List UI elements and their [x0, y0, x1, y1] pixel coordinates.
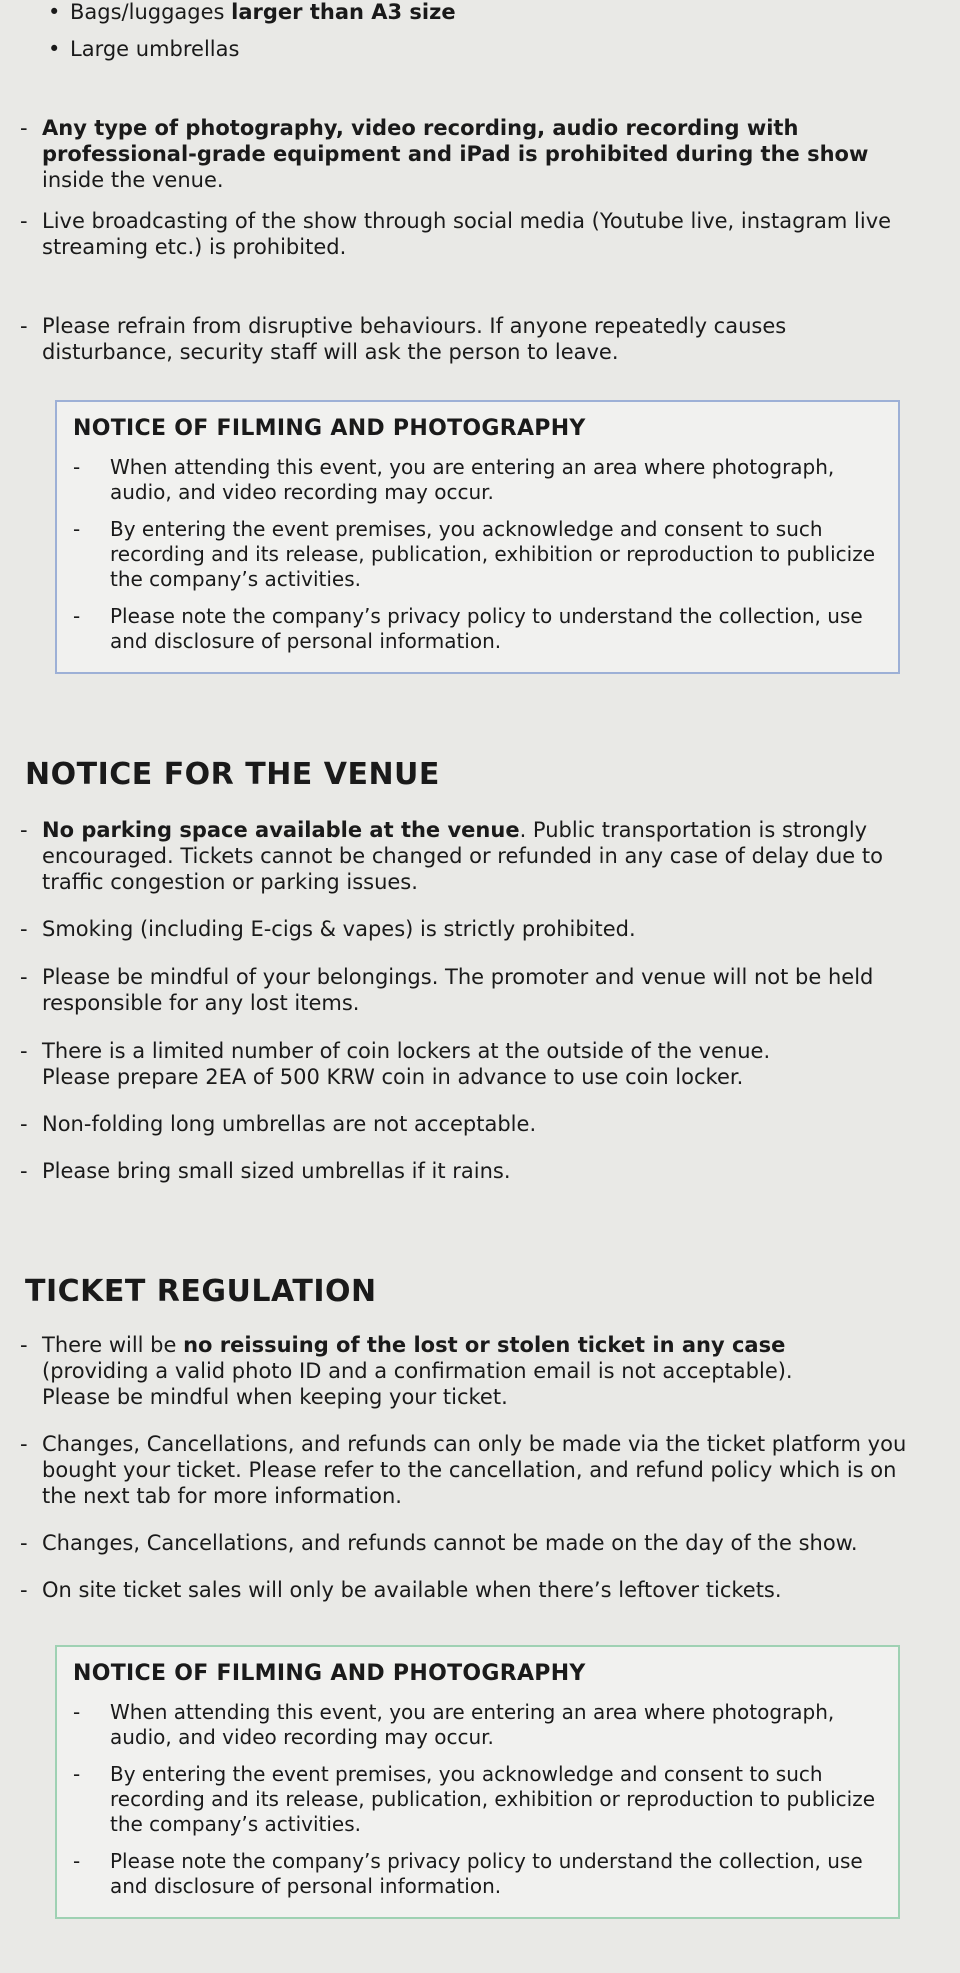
notice-title: NOTICE OF FILMING AND PHOTOGRAPHY [73, 416, 586, 441]
notice-item: - By entering the event premises, you acknowledge and consent to such recording and its release, publication, exhibition or reproduction to publicize the company’s activities. [73, 517, 875, 591]
rule-disruptive-behaviour: - Please refrain from disruptive behaviours. If anyone repeatedly causes disturbance, security staff will ask the person to leave. [20, 314, 787, 364]
rule-broadcasting: - Live broadcasting of the show through social media (Youtube live, instagram live streaming etc.) is prohibited. [20, 209, 892, 259]
ticket-item-day-of-show: - Changes, Cancellations, and refunds cannot be made on the day of the show. [20, 1531, 858, 1555]
venue-item-umbrellas: - Non-folding long umbrellas are not acceptable. [20, 1112, 537, 1136]
venue-item-smoking: - Smoking (including E-cigs & vapes) is strictly prohibited. [20, 917, 636, 941]
notice-item: - Please note the company’s privacy policy to understand the collection, use and disclosure of personal information. [73, 1849, 863, 1898]
list-item: • Bags/luggages larger than A3 size [48, 0, 456, 24]
list-item: • Large umbrellas [48, 37, 240, 61]
ticket-item-reissue: - There will be no reissuing of the lost or stolen ticket in any case (providing a valid photo ID and a confirmation email is not acceptable). Please be mindful when keeping your ticket. [20, 1333, 793, 1409]
filming-notice-box [55, 400, 900, 674]
notice-item: - By entering the event premises, you acknowledge and consent to such recording and its release, publication, exhibition or reproduction to publicize the company’s activities. [73, 1762, 875, 1836]
section-heading-ticket: TICKET REGULATION [25, 1274, 377, 1309]
notice-item: - Please note the company’s privacy policy to understand the collection, use and disclosure of personal information. [73, 604, 863, 653]
venue-item-lockers: - There is a limited number of coin lockers at the outside of the venue. Please prepare 2EA of 500 KRW coin in advance to use coin locker. [20, 1039, 771, 1089]
bullet-icon: • [48, 37, 61, 61]
notice-item: - When attending this event, you are entering an area where photograph, audio, and video recording may occur. [73, 1700, 835, 1749]
section-heading-venue: NOTICE FOR THE VENUE [25, 757, 440, 792]
ticket-item-onsite-sales: - On site ticket sales will only be available when there’s leftover tickets. [20, 1578, 782, 1602]
ticket-item-changes: - Changes, Cancellations, and refunds can only be made via the ticket platform you bought your ticket. Please refer to the cancellation, and refund policy which is on the next tab for more information. [20, 1432, 907, 1508]
venue-item-belongings: - Please be mindful of your belongings. The promoter and venue will not be held responsible for any lost items. [20, 965, 874, 1015]
notice-item: - When attending this event, you are entering an area where photograph, audio, and video recording may occur. [73, 455, 835, 504]
venue-item-parking: - No parking space available at the venue. Public transportation is strongly encouraged. Tickets cannot be changed or refunded in any case of delay due to traffic congestion or parking issues. [20, 818, 883, 894]
notice-title: NOTICE OF FILMING AND PHOTOGRAPHY [73, 1661, 586, 1686]
filming-notice-box [55, 1645, 900, 1919]
rule-photography: - Any type of photography, video recording, audio recording with professional-grade equipment and iPad is prohibited during the show inside the venue. [20, 116, 869, 192]
bullet-icon: • [48, 0, 61, 24]
venue-item-small-umbrellas: - Please bring small sized umbrellas if it rains. [20, 1159, 511, 1183]
